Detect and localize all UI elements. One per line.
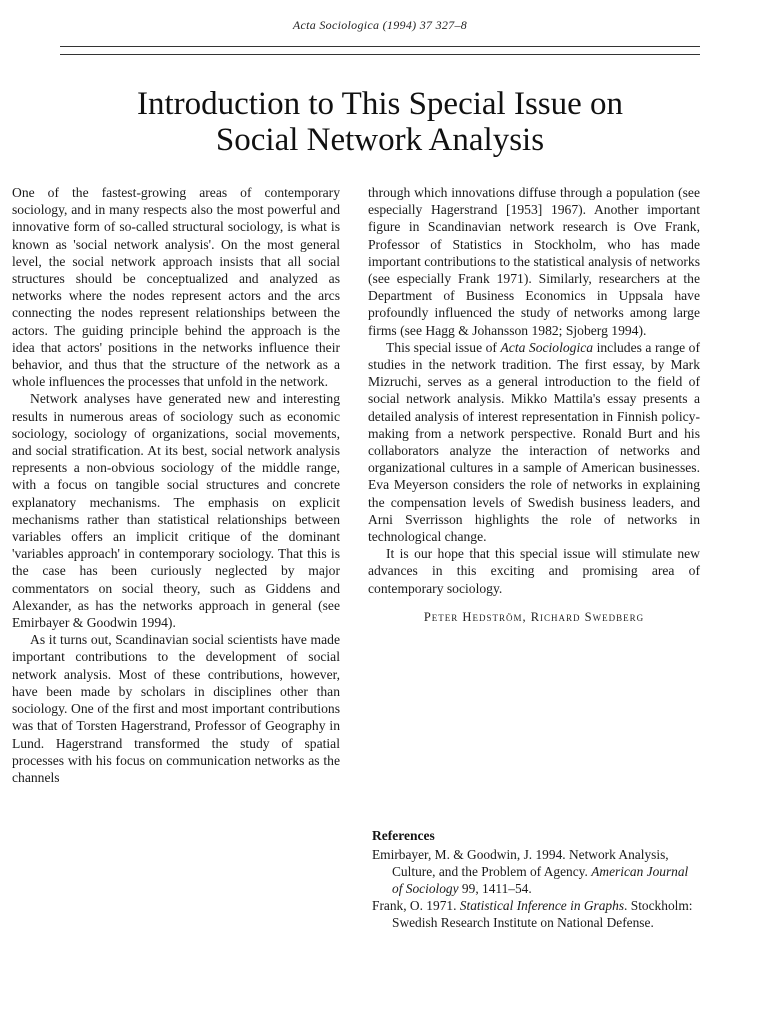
reference-1-post: 99, 1411–54. [458,881,532,896]
reference-2-pre: Frank, O. 1971. [372,898,460,913]
paragraph-intro: One of the fastest-growing areas of contemporary sociology, and in many respects also the most powerful and innovative form of so-called structural sociology, is what is known as 'social network analysis'. On the most general level, the social network approach insists that all social structures should be conceptualized and analyzed as networks where the nodes represent actors and the arcs connecting the nodes represent relationships between the actors. The guiding principle behind the approach is the idea that actors' positions in the networks influence their behavior, and thus that the structure of the network as a whole influences the processes that unfold in the network. [12,185,340,390]
right-column [368,184,700,626]
reference-1-journal: American Journal of Sociology [392,864,689,896]
paragraph-scandinavian: As it turns out, Scandinavian social scientists have made important contributions to the development of social network analysis. Most of these contributions, however, have been made by scholars in disciplines other than sociology. One of the first and most important contributions was that of Torsten Hagerstrand, Professor of Geography in Lund. Hagerstrand transformed the study of spatial processes with his focus on communication networks as the channels [12,632,340,785]
paragraph-continuation: through which innovations diffuse through a population (see especially Hagerstrand [1953] 1967). Another important figure in Scandinavian network research is Ove Frank, Professor of Statistics in Stockholm, who has made important contributions to the statistical analysis of networks (see especially Frank 1971). Similarly, researchers at the Department of Business Economics in Uppsala have profoundly influenced the study of networks among large firms (see Hagg & Johansson 1982; Sjoberg 1994). [368,185,700,338]
running-head: Acta Sociologica (1994) 37 327–8 [292,18,468,32]
reference-1-pre: Emirbayer, M. & Goodwin, J. 1994. Network Analysis, Culture, and the Problem of Agency. [372,847,669,879]
author-signature: Peter Hedström, Richard Swedberg [423,609,645,624]
references-heading: References [372,828,435,843]
paragraph-special-issue [368,339,700,545]
header-rule-bottom [60,54,700,55]
reference-2-title: Statistical Inference in Graphs [459,898,625,913]
special-issue-text-pre: This special issue of [386,339,501,355]
special-issue-text-post: includes a range of studies in the network tradition. The first essay, by Mark Mizruchi, serves as a general introduction to the field of social network analysis. Mikko Mattila's essay presents a detailed analysis of interest representation in Finnish policy-making from a network perspective. Ronald Burt and his collaborators analyze the interaction of networks and organizational cultures in a sample of American businesses. Eva Meyerson considers the role of networks in explaining the compensation levels of Swedish business leaders, and Arni Sverrisson highlights the role of networks in technological change. [368,339,700,545]
journal-name: Acta Sociologica [500,339,594,355]
left-column [12,184,340,786]
references-list [372,846,700,931]
reference-item [372,897,700,931]
header-rule-top [60,46,700,47]
reference-2-post: . Stockholm: Swedish Research Institute on National Defense. [392,898,693,930]
title-line-1: Introduction to This Special Issue on [136,86,624,122]
article-title [30,86,730,158]
title-line-2: Social Network Analysis [215,122,545,158]
paragraph-hope: It is our hope that this special issue will stimulate new advances in this exciting and promising area of contemporary sociology. [368,546,700,596]
paragraph-network-analyses: Network analyses have generated new and interesting results in numerous areas of sociology such as economic sociology, sociology of organizations, social movements, and social stratification. At its best, social network analysis represents a non-obvious sociology of the middle range, with a focus on tangible social structures and concrete explanatory mechanisms. The emphasis on explicit mechanisms rather than statistical relationships between variables offers an implicit critique of the dominant 'variables approach' in contemporary sociology. That this is the case has been curiously neglected by major commentators on social theory, such as Giddens and Alexander, as has the networks approach in general (see Emirbayer & Goodwin 1994). [12,391,340,631]
reference-item [372,846,700,897]
